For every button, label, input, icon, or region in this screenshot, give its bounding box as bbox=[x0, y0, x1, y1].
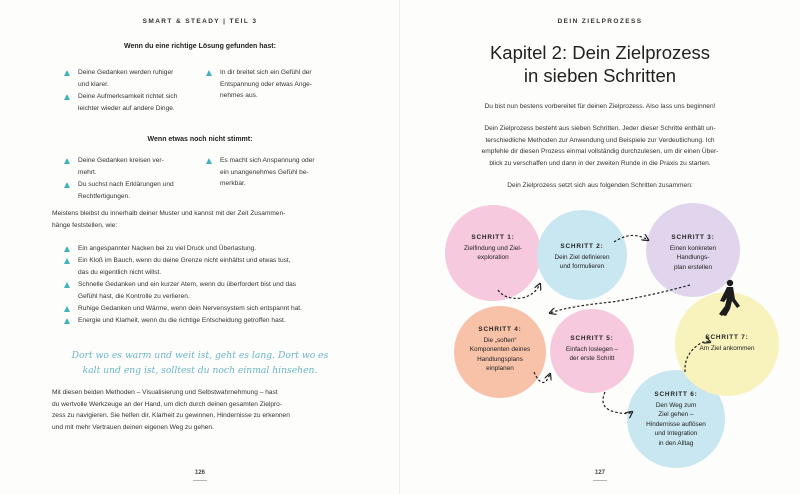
list-item: Es macht sich Anspannung oder ein unangenehmes Gefühl be- merkbar. bbox=[206, 155, 346, 189]
section-heading-solution-found: Wenn du eine richtige Lösung gefunden hast: bbox=[124, 43, 276, 50]
step-3-circle: SCHRITT 3: Einen konkreten Handlungs- plan erstellen bbox=[646, 203, 740, 297]
page-number: 126 bbox=[194, 470, 205, 476]
list-item: Deine Gedanken werden ruhiger und klarer. bbox=[64, 67, 204, 89]
body-paragraph: Meistens bleibst du innerhalb deiner Muster und kannst mit der Zeit Zusammen- hänge feststellen, wie: bbox=[52, 210, 286, 229]
list-item: Schnelle Gedanken und ein kurzer Atem, wenn du überfordert bist und das Gefühl hast, die Kontrolle zu verlieren. bbox=[64, 279, 364, 303]
list-item: Deine Aufmerksamkeit richtet sich leichter wieder auf andere Dinge. bbox=[64, 91, 204, 113]
triangle-bullet-icon bbox=[206, 70, 212, 76]
page-number-rule bbox=[193, 480, 207, 481]
step-1-circle: SCHRITT 1: Zielfindung und Ziel- exploration bbox=[445, 205, 541, 301]
list-item: Ein angespannter Nacken bei zu viel Druck und Überlastung. bbox=[64, 243, 364, 255]
list-item: Du suchst nach Erklärungen und Rechtfertigungen. bbox=[64, 179, 204, 201]
step-2-circle: SCHRITT 2: Dein Ziel definieren und formulieren bbox=[537, 210, 627, 300]
intro-line: Du bist nun bestens vorbereitet für deinen Zielprozess. Also lass uns beginnen! bbox=[484, 103, 716, 110]
list-item: Energie und Klarheit, wenn du die richtige Entscheidung getroffen hast. bbox=[64, 315, 364, 327]
dashed-arrow-icon bbox=[534, 372, 550, 383]
list-item: In dir breitet sich ein Gefühl der Entspannung oder etwas Ange- nehmes aus. bbox=[206, 67, 346, 101]
triangle-bullet-icon bbox=[64, 282, 70, 288]
list-item: Ruhige Gedanken und Wärme, wenn dein Nervensystem sich entspannt hat. bbox=[64, 303, 364, 315]
triangle-bullet-icon bbox=[64, 246, 70, 252]
dashed-arrow-icon bbox=[614, 235, 648, 242]
walking-person-silhouette-icon bbox=[719, 280, 740, 316]
triangle-bullet-icon bbox=[64, 318, 70, 324]
step-7-circle: SCHRITT 7: Am Ziel ankommen bbox=[675, 292, 779, 396]
right-page bbox=[400, 0, 800, 494]
triangle-bullet-icon bbox=[64, 306, 70, 312]
step-4-circle: SCHRITT 4: Die „soften“ Komponenten deines Handlungsplans einplanen bbox=[454, 306, 546, 398]
triangle-bullet-icon bbox=[64, 158, 70, 164]
step-6-circle: SCHRITT 6: Den Weg zum Ziel gehen – Hindernisse auflösen und Integration in den Alltag bbox=[627, 370, 725, 468]
dashed-arrow-icon bbox=[530, 370, 542, 402]
diagram-connectors bbox=[400, 0, 800, 494]
list-item: Deine Gedanken kreisen ver- mehrt. bbox=[64, 155, 204, 177]
section-heading-not-right: Wenn etwas noch nicht stimmt: bbox=[147, 136, 253, 143]
dashed-arrow-icon bbox=[685, 341, 710, 372]
step-5-circle: SCHRITT 5: Einfach loslegen – der erste Schritt bbox=[550, 309, 634, 393]
body-paragraph: Mit diesen beiden Methoden – Visualisierung und Selbstwahrnehmung – hast du wertvolle Werkzeuge an der Hand, um dich durch deinen gesamten Zielpro- zess zu navigieren. Sie helfen dir, Klarheit zu gewinnen, Hindernisse zu erkennen und mit mehr Vertrauen deinen eigenen Weg zu gehen. bbox=[52, 389, 290, 431]
page-number: 127 bbox=[594, 470, 605, 476]
page-number-rule bbox=[593, 480, 607, 481]
dashed-arrow-icon bbox=[550, 285, 690, 313]
chapter-title: Kapitel 2: Dein Zielprozess in sieben Schritten bbox=[489, 42, 711, 86]
dashed-arrow-icon bbox=[498, 284, 540, 298]
triangle-bullet-icon bbox=[64, 258, 70, 264]
body-paragraph: Dein Zielprozess besteht aus sieben Schritten. Jeder dieser Schritte enthält un- terschiedliche Methoden zur Anwendung und Beispiele zur Verdeutlichung. Ich empfehle dir diesen Prozess einmal vollständig durchzulesen, um dir einen Über- blick zu verschaffen und dann in der zweiten Runde in die Praxis zu starten. bbox=[481, 125, 719, 167]
dashed-arrow-icon bbox=[603, 392, 632, 414]
diagram-caption: Dein Zielprozess setzt sich aus folgenden Schritten zusammen: bbox=[507, 182, 693, 189]
pull-quote: Dort wo es warm und weit ist, geht es lang. Dort wo es kalt und eng ist, solltest du noch einmal hinsehen. bbox=[71, 350, 329, 376]
triangle-bullet-icon bbox=[64, 94, 70, 100]
triangle-bullet-icon bbox=[206, 158, 212, 164]
triangle-bullet-icon bbox=[64, 182, 70, 188]
running-header-right: DEIN ZIELPROZESS bbox=[557, 18, 643, 25]
running-header-left: SMART & STEADY | TEIL 3 bbox=[142, 18, 258, 25]
triangle-bullet-icon bbox=[64, 70, 70, 76]
list-item: Ein Kloß im Bauch, wenn du deine Grenze nicht einhältst und etwas tust, das du eigentlich nicht willst. bbox=[64, 255, 364, 279]
